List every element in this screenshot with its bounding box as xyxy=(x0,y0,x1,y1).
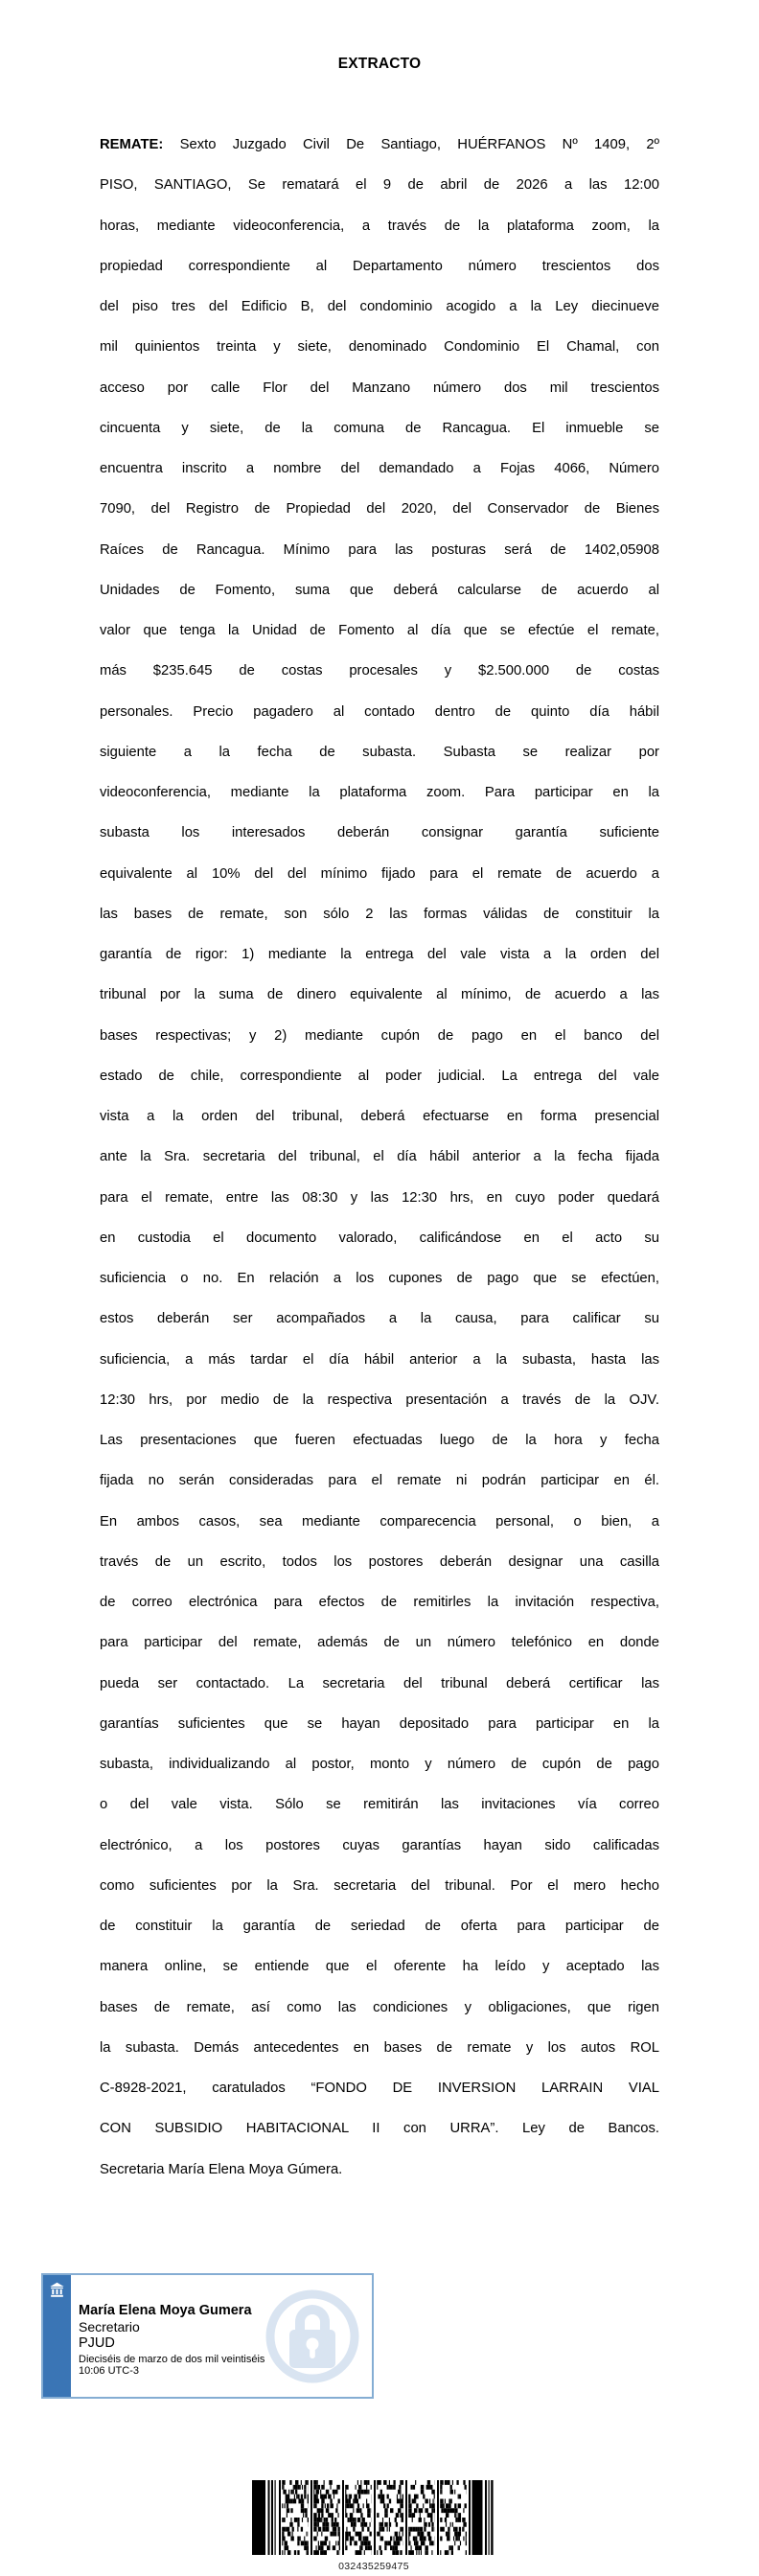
document-line: las bases de remate, son sólo 2 las formas válidas de constituir la xyxy=(100,906,659,922)
document-line: encuentra inscrito a nombre del demandado a Fojas 4066, Número xyxy=(100,461,659,476)
stamp-signer-name: María Elena Moya Gumera xyxy=(79,2303,252,2318)
stamp-time: 10:06 UTC-3 xyxy=(79,2365,139,2377)
document-line: pueda ser contactado. La secretaria del tribunal deberá certificar las xyxy=(100,1675,659,1691)
document-line: Raíces de Rancagua. Mínimo para las posturas será de 1402,05908 xyxy=(100,541,659,558)
barcode-image xyxy=(252,2480,495,2555)
document-line: bases de remate, así como las condiciones y obligaciones, que rigen xyxy=(100,1999,659,2015)
document-line: estos deberán ser acompañados a la causa, para calificar su xyxy=(100,1311,659,1327)
document-line: mil quinientos treinta y siete, denominado Condominio El Chamal, con xyxy=(100,339,659,356)
barcode xyxy=(252,2480,495,2572)
document-line: PISO, SANTIAGO, Se rematará el 9 de abril de 2026 a las 12:00 xyxy=(100,177,659,194)
document-line: vista a la orden del tribunal, deberá efectuarse en forma presencial xyxy=(100,1109,659,1124)
document-line: del piso tres del Edificio B, del condominio acogido a la Ley diecinueve xyxy=(100,299,659,314)
document-line: suficiencia o no. En relación a los cupones de pago que se efectúen, xyxy=(100,1271,659,1286)
document-line: tribunal por la suma de dinero equivalente al mínimo, de acuerdo a las xyxy=(100,987,659,1003)
document-line: en custodia el documento valorado, calificándose en el acto su xyxy=(100,1230,659,1246)
document-line: través de un escrito, todos los postores deberán designar una casilla xyxy=(100,1553,659,1570)
document-line: bases respectivas; y 2) mediante cupón de pago en el banco del xyxy=(100,1027,659,1044)
document-line: 7090, del Registro de Propiedad del 2020, del Conservador de Bienes xyxy=(100,501,659,518)
document-line: personales. Precio pagadero al contado dentro de quinto día hábil xyxy=(100,703,659,720)
stamp-signer-role: Secretario xyxy=(79,2319,140,2334)
document-line: garantías suficientes que se hayan depositado para participar en la xyxy=(100,1715,659,1732)
document-line: para participar del remate, además de un número telefónico en donde xyxy=(100,1635,659,1651)
document-line: cincuenta y siete, de la comuna de Rancagua. El inmueble se xyxy=(100,420,659,436)
document-line: videoconferencia, mediante la plataforma zoom. Para participar en la xyxy=(100,785,659,800)
document-body xyxy=(100,125,659,2190)
document-line: subasta los interesados deberán consignar garantía suficiente xyxy=(100,825,659,841)
document-line: como suficientes por la Sra. secretaria del tribunal. Por el mero hecho xyxy=(100,1877,659,1894)
document-line: acceso por calle Flor del Manzano número dos mil trescientos xyxy=(100,380,659,396)
document-line: manera online, se entiende que el oferente ha leído y aceptado las xyxy=(100,1959,659,1975)
bank-icon xyxy=(43,2275,71,2305)
document-line: electrónico, a los postores cuyas garantías hayan sido calificadas xyxy=(100,1837,659,1853)
document-line: estado de chile, correspondiente al poder judicial. La entrega del vale xyxy=(100,1068,659,1084)
document-line: siguiente a la fecha de subasta. Subasta se realizar por xyxy=(100,744,659,760)
document-line: la subasta. Demás antecedentes en bases de remate y los autos ROL xyxy=(100,2039,659,2056)
document-line: garantía de rigor: 1) mediante la entrega del vale vista a la orden del xyxy=(100,947,659,962)
document-line: Secretaria María Elena Moya Gúmera. xyxy=(100,2161,343,2177)
document-line: horas, mediante videoconferencia, a través de la plataforma zoom, la xyxy=(100,218,659,234)
document-line: CON SUBSIDIO HABITACIONAL II con URRA”. Ley de Bancos. xyxy=(100,2121,659,2137)
document-line: de correo electrónica para efectos de remitirles la invitación respectiva, xyxy=(100,1595,659,1610)
document-line: En ambos casos, sea mediante comparecencia personal, o bien, a xyxy=(100,1513,659,1530)
document-line: fijada no serán consideradas para el remate ni podrán participar en él. xyxy=(100,1473,659,1489)
document-line: REMATE: Sexto Juzgado Civil De Santiago, HUÉRFANOS Nº 1409, 2º xyxy=(100,137,659,152)
document-line: más $235.645 de costas procesales y $2.500.000 de costas xyxy=(100,663,659,679)
document-line: valor que tenga la Unidad de Fomento al día que se efectúe el remate, xyxy=(100,623,659,638)
document-line: de constituir la garantía de seriedad de oferta para participar de xyxy=(100,1919,659,1934)
signature-stamp xyxy=(41,2273,374,2399)
document-line: 12:30 hrs, por medio de la respectiva presentación a través de la OJV. xyxy=(100,1392,659,1408)
document-line: suficiencia, a más tardar el día hábil anterior a la subasta, hasta las xyxy=(100,1351,659,1368)
barcode-number: 032435259475 xyxy=(338,2561,409,2572)
document-line: ante la Sra. secretaria del tribunal, el día hábil anterior a la fecha fijada xyxy=(100,1149,659,1165)
document-line: Las presentaciones que fueren efectuadas luego de la hora y fecha xyxy=(100,1433,659,1448)
document-line: o del vale vista. Sólo se remitirán las invitaciones vía correo xyxy=(100,1797,659,1813)
lock-icon xyxy=(264,2288,361,2385)
document-line: Unidades de Fomento, suma que deberá calcularse de acuerdo al xyxy=(100,582,659,598)
stamp-institution: PJUD xyxy=(79,2335,115,2351)
document-line: C-8928-2021, caratulados “FONDO DE INVERSION LARRAIN VIAL xyxy=(100,2081,659,2096)
document-line: equivalente al 10% del del mínimo fijado para el remate de acuerdo a xyxy=(100,865,659,882)
document-line: para el remate, entre las 08:30 y las 12:30 hrs, en cuyo poder quedará xyxy=(100,1189,659,1206)
remate-label: REMATE: xyxy=(100,137,164,152)
stamp-date: Dieciséis de marzo de dos mil veintiséis xyxy=(79,2354,265,2365)
document-line: propiedad correspondiente al Departamento número trescientos dos xyxy=(100,258,659,274)
document-line: subasta, individualizando al postor, monto y número de cupón de pago xyxy=(100,1757,659,1772)
page-title: EXTRACTO xyxy=(337,56,422,72)
